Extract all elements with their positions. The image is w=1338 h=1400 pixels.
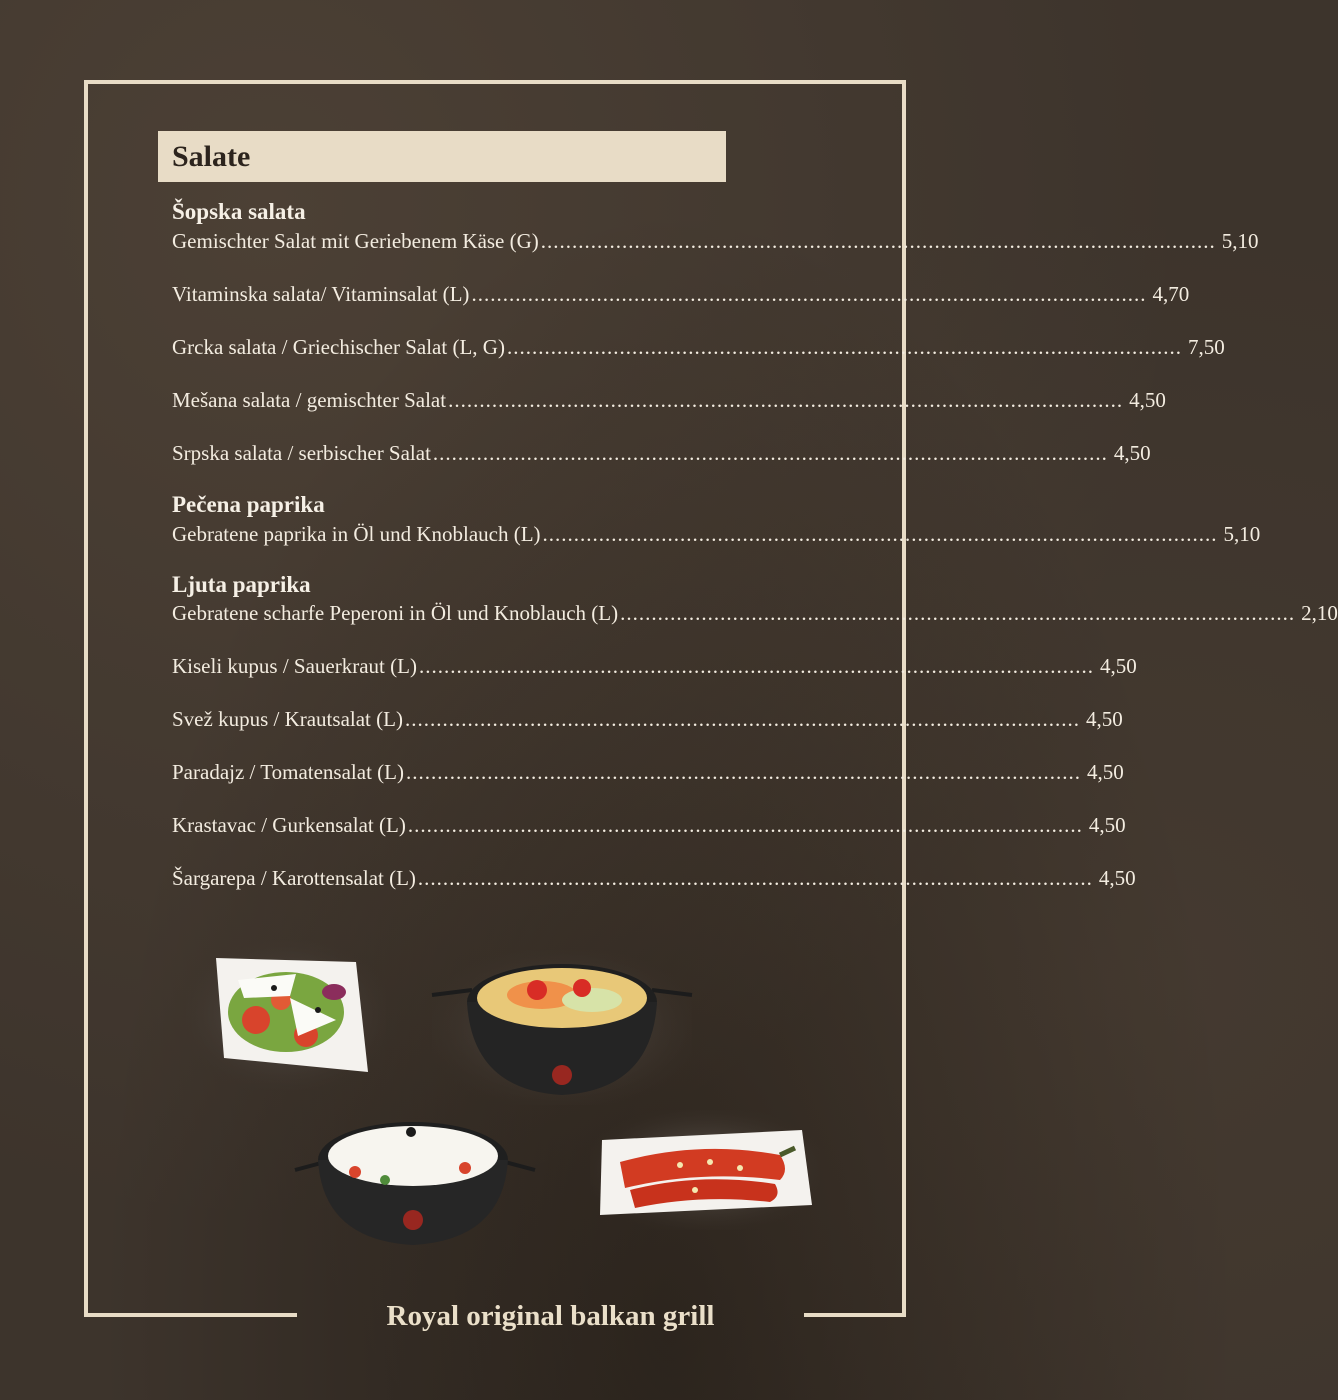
dot-leader: ............................................................................................................ [405,760,1081,784]
item-price: 4,50 [1099,654,1137,678]
item-price: 4,50 [1088,813,1126,837]
dot-leader: ............................................................................................................ [540,229,1216,253]
item-desc: Gebratene paprika in Öl und Knoblauch (L) [172,522,541,546]
footer-slogan: Royal original balkan grill [386,1300,715,1332]
menu-line [172,654,1137,679]
section-title-bar [158,131,726,182]
dot-leader: ............................................................................................................ [404,707,1080,731]
sopska-salad-pan-photo [295,1110,535,1250]
item-price: 4,70 [1152,282,1190,306]
item-price: 4,50 [1129,388,1166,412]
item-desc: Krastavac / Gurkensalat (L) [172,813,406,837]
item-price: 7,50 [1187,335,1225,359]
dot-leader: ............................................................................................................ [471,282,1147,306]
greek-salad-photo [186,940,386,1090]
menu-line [172,522,1261,547]
dot-leader: ............................................................................................................ [407,813,1083,837]
item-desc: Šargarepa / Karottensalat (L) [172,866,416,890]
item-desc: Svež kupus / Krautsalat (L) [172,707,403,731]
item-price: 5,10 [1223,522,1261,546]
item-desc: Gebratene scharfe Peperoni in Öl und Knoblauch (L) [172,601,619,625]
dot-leader: ............................................................................................................ [417,866,1093,890]
item-desc: Kiseli kupus / Sauerkraut (L) [172,654,417,678]
menu-line [172,813,1126,838]
item-desc: Vitaminska salata/ Vitaminsalat (L) [172,282,470,306]
section-title: Salate [172,139,251,173]
menu-line [172,388,1166,413]
menu-line [172,866,1136,891]
menu-line [172,441,1151,466]
item-desc: Mešana salata / gemischter Salat [172,388,447,412]
mixed-salad-pan-photo [432,950,692,1105]
item-desc: Srpska salata / serbischer Salat [172,441,431,465]
item-desc: Paradajz / Tomatensalat (L) [172,760,404,784]
menu-line [172,760,1124,785]
frame-bottom-right [804,1313,906,1317]
menu-line [172,335,1225,360]
menu-line [172,601,1338,626]
item-desc: Grcka salata / Griechischer Salat (L, G) [172,335,505,359]
menu-line [172,282,1190,307]
item-heading: Pečena paprika [172,492,325,517]
dot-leader: ............................................................................................................ [620,601,1296,625]
item-heading: Šopska salata [172,199,306,224]
dot-leader: ............................................................................................................ [542,522,1218,546]
menu-line [172,229,1259,254]
dot-leader: ............................................................................................................ [418,654,1094,678]
item-heading: Ljuta paprika [172,572,311,597]
menu-line [172,707,1123,732]
frame-bottom-left [84,1313,297,1317]
item-price: 4,50 [1086,760,1124,784]
dot-leader: ............................................................................................................ [432,441,1108,465]
item-price: 2,10 [1301,601,1338,625]
item-price: 5,10 [1221,229,1259,253]
item-price: 4,50 [1085,707,1123,731]
item-price: 4,50 [1113,441,1151,465]
dot-leader: ............................................................................................................ [448,388,1124,412]
roasted-peppers-photo [590,1110,820,1230]
dot-leader: ............................................................................................................ [506,335,1182,359]
item-desc: Gemischter Salat mit Geriebenem Käse (G) [172,229,539,253]
item-price: 4,50 [1098,866,1136,890]
